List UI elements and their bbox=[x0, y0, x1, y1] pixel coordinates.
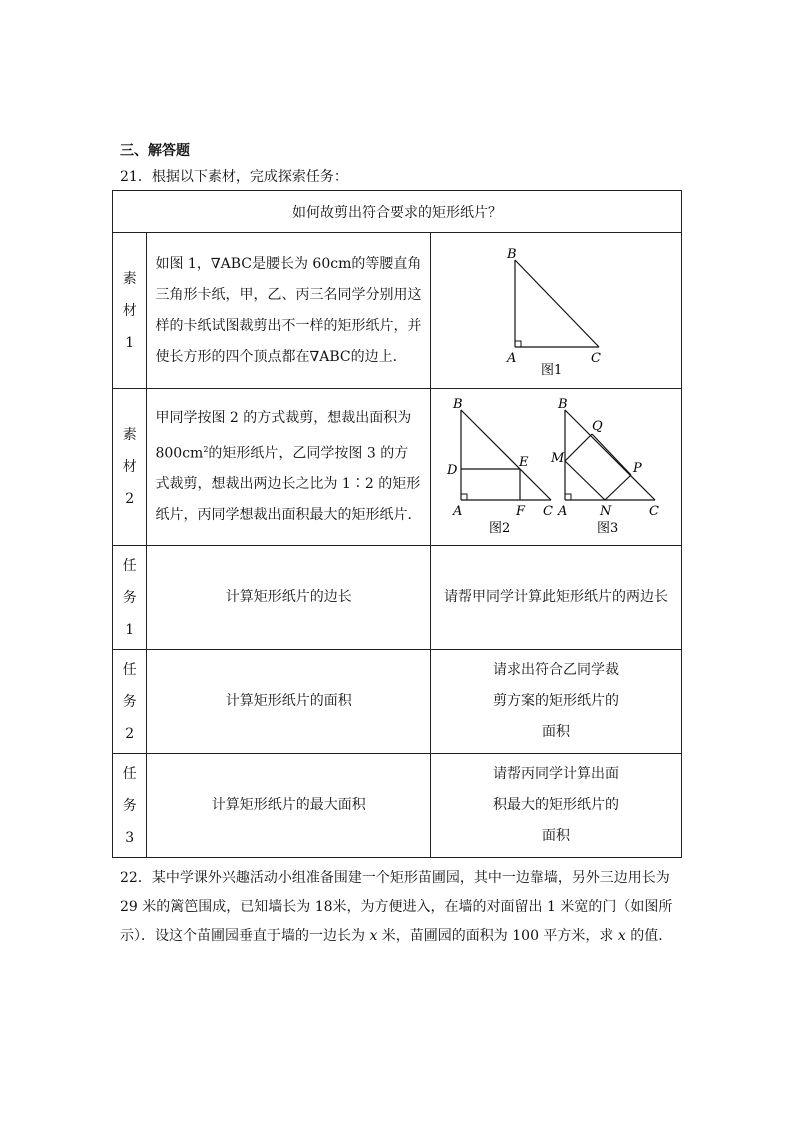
task-1-row bbox=[113, 546, 682, 650]
fig1-label-B: B bbox=[507, 246, 517, 262]
task-2-title: 计算矩形纸片的面积 bbox=[147, 650, 431, 754]
fig3-label-M: M bbox=[551, 451, 565, 466]
fig3-label-Q: Q bbox=[592, 419, 603, 434]
question-21-intro: 21．根据以下素材，完成探索任务： bbox=[120, 169, 348, 185]
fig2-label-D: D bbox=[447, 463, 458, 478]
question-22: 22．某中学课外兴趣活动小组准备围建一个矩形苗圃园，其中一边靠墙，另外三边用长为 29 米的篱笆围成，已知墙长为 18米，为方便进入，在墙的对面留出 1 米宽的门（如图所示）．设这个苗圃园垂直于墙的一边长为 x 米，苗圃园的面积为 100 平方米，求 x 的值． bbox=[120, 870, 673, 944]
section-title: 三、解答题 bbox=[120, 143, 190, 159]
table-title: 如何故剪出符合要求的矩形纸片？ bbox=[113, 191, 682, 233]
task-3-desc: 请帮丙同学计算出面积最大的矩形纸片的面积 bbox=[431, 754, 682, 858]
material-2-label: 素 材 2 bbox=[113, 389, 147, 546]
material-2-row bbox=[113, 389, 682, 546]
figure-3-caption: 图3 bbox=[597, 521, 619, 536]
fig2-label-B: B bbox=[453, 397, 463, 412]
fig3-label-N: N bbox=[600, 504, 612, 519]
task-3-label: 任 务 3 bbox=[113, 754, 147, 858]
task-1-title: 计算矩形纸片的边长 bbox=[147, 546, 431, 650]
figure-1-cell bbox=[431, 233, 682, 389]
figure-2-3-cell bbox=[431, 389, 682, 546]
figure-2-caption: 图2 bbox=[489, 521, 511, 536]
task-2-desc: 请求出符合乙同学裁剪方案的矩形纸片的面积 bbox=[431, 650, 682, 754]
task-2-row bbox=[113, 650, 682, 754]
fig3-label-P: P bbox=[633, 461, 642, 476]
task-1-label: 任 务 1 bbox=[113, 546, 147, 650]
table-header-row bbox=[113, 191, 682, 233]
fig2-label-A: A bbox=[453, 504, 463, 519]
fig2-label-F: F bbox=[516, 504, 526, 519]
fig2-label-E: E bbox=[519, 455, 529, 470]
task-table bbox=[112, 190, 682, 858]
figure-3 bbox=[550, 397, 659, 536]
task-3-row bbox=[113, 754, 682, 858]
fig3-label-A: A bbox=[558, 504, 568, 519]
figure-2 bbox=[446, 397, 553, 536]
task-3-title: 计算矩形纸片的最大面积 bbox=[147, 754, 431, 858]
figures-2-3 bbox=[431, 390, 681, 540]
material-2-text: 甲同学按图 2 的方式裁剪，想裁出面积为 $800cm^2$的矩形纸片，乙同学按图 3 的方式裁剪，想裁出两边长之比为 1∶2 的矩形纸片，丙同学想裁出面积最大的矩形纸片． bbox=[147, 389, 431, 546]
fig2-label-C: C bbox=[543, 504, 553, 519]
fig3-label-C: C bbox=[649, 504, 659, 519]
material-1-row bbox=[113, 233, 682, 389]
figure-1-caption: 图1 bbox=[541, 362, 563, 378]
material-1-text: 如图 1，∇ABC是腰长为 60cm的等腰直角三角形卡纸，甲，乙、丙三名同学分别用这样的卡纸试图裁剪出不一样的矩形纸片，并使长方形的四个顶点都在∇ABC的边上． bbox=[147, 233, 431, 389]
task-2-label: 任 务 2 bbox=[113, 650, 147, 754]
fig3-label-B: B bbox=[558, 397, 568, 412]
material-1-label: 素 材 1 bbox=[113, 233, 147, 389]
figure-1 bbox=[431, 234, 681, 384]
fig1-label-C: C bbox=[591, 350, 601, 366]
task-1-desc: 请帮甲同学计算此矩形纸片的两边长 bbox=[431, 546, 682, 650]
fig1-label-A: A bbox=[507, 350, 517, 366]
